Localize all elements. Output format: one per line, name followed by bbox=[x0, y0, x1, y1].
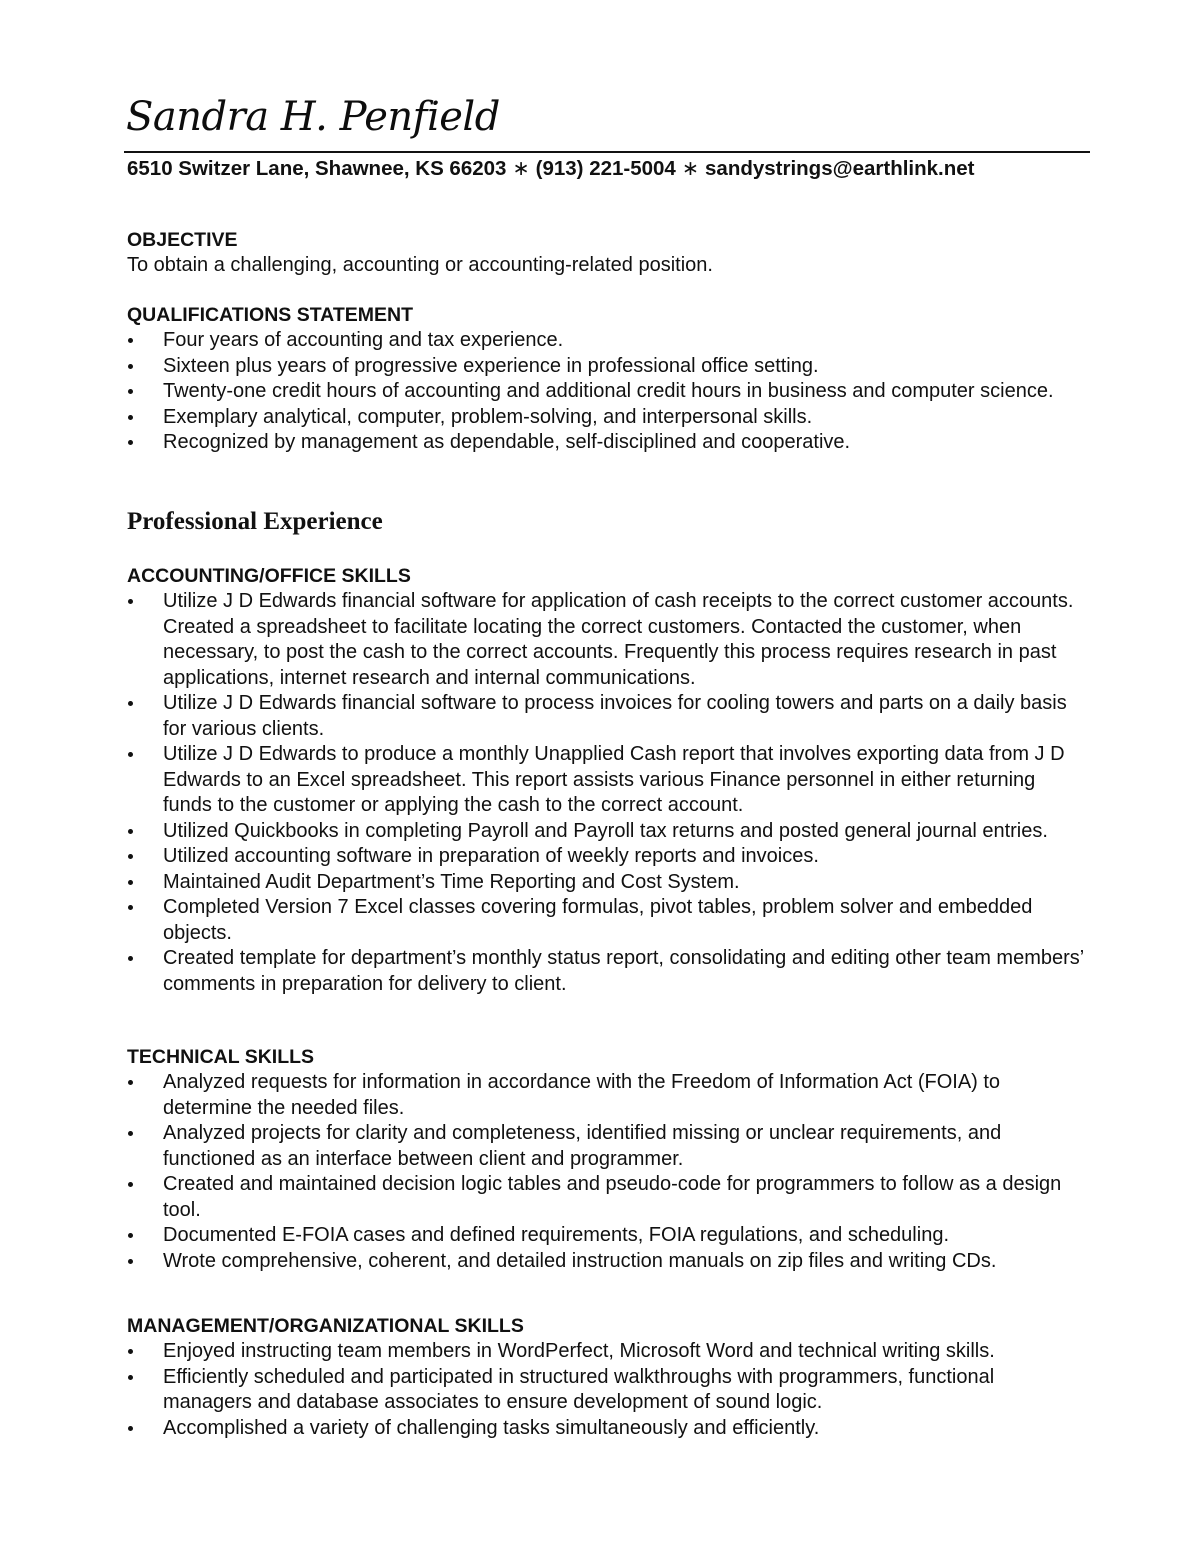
accounting-list bbox=[127, 589, 1087, 997]
list-item bbox=[127, 870, 1087, 896]
contact-email: sandystrings@earthlink.net bbox=[705, 157, 975, 180]
contact-phone: (913) 221-5004 bbox=[535, 157, 676, 180]
list-item bbox=[127, 328, 1087, 354]
bullet-icon bbox=[128, 440, 133, 445]
list-item-text: Recognized by management as dependable, self-disciplined and cooperative. bbox=[163, 431, 851, 453]
list-item-text: Analyzed requests for information in accordance with the Freedom of Information Act (FOIA) to determine the needed files. bbox=[163, 1071, 1001, 1119]
bullet-icon bbox=[128, 1375, 133, 1380]
bullet-icon bbox=[128, 854, 133, 859]
list-item bbox=[127, 1121, 1087, 1172]
bullet-icon bbox=[128, 1080, 133, 1085]
list-item bbox=[127, 1172, 1087, 1223]
bullet-icon bbox=[128, 1349, 133, 1354]
bullet-icon bbox=[128, 701, 133, 706]
accounting-section bbox=[127, 563, 1087, 997]
list-item bbox=[127, 354, 1087, 380]
list-item-text: Utilized accounting software in preparation of weekly reports and invoices. bbox=[163, 845, 819, 867]
list-item-text: Exemplary analytical, computer, problem-solving, and interpersonal skills. bbox=[163, 405, 813, 428]
list-item-text: Utilize J D Edwards financial software to process invoices for cooling towers and parts on a daily basis for various clients. bbox=[163, 692, 1067, 740]
list-item-text: Utilize J D Edwards to produce a monthly Unapplied Cash report that involves exporting data from J D Edwards to an Excel spreadsheet. This report assists various Finance personnel in either returning funds to the customer or applying the cash to the correct account. bbox=[163, 743, 1065, 816]
qualifications-section bbox=[127, 302, 1087, 456]
list-item bbox=[127, 1339, 1087, 1365]
list-item-text: Twenty-one credit hours of accounting and additional credit hours in business and computer science. bbox=[163, 380, 1054, 402]
list-item bbox=[127, 405, 1087, 431]
bullet-icon bbox=[128, 338, 133, 343]
list-item bbox=[127, 430, 1087, 456]
list-item-text: Wrote comprehensive, coherent, and detailed instruction manuals on zip files and writing CDs. bbox=[163, 1249, 997, 1272]
management-heading: MANAGEMENT/ORGANIZATIONAL SKILLS bbox=[127, 1315, 524, 1337]
bullet-icon bbox=[128, 956, 133, 961]
qualifications-heading: QUALIFICATIONS STATEMENT bbox=[127, 304, 413, 326]
list-item bbox=[127, 1070, 1087, 1121]
objective-text: To obtain a challenging, accounting or accounting-related position. bbox=[127, 254, 713, 276]
technical-list bbox=[127, 1070, 1087, 1274]
contact-separator: ∗ bbox=[681, 157, 700, 180]
list-item bbox=[127, 1365, 1087, 1416]
bullet-icon bbox=[128, 389, 133, 394]
list-item bbox=[127, 691, 1087, 742]
list-item bbox=[127, 1416, 1087, 1442]
list-item bbox=[127, 1223, 1087, 1249]
bullet-icon bbox=[128, 905, 133, 910]
bullet-icon bbox=[128, 1131, 133, 1136]
list-item bbox=[127, 895, 1087, 946]
bullet-icon bbox=[128, 1259, 133, 1264]
list-item-text: Completed Version 7 Excel classes covering formulas, pivot tables, problem solver and embedded objects. bbox=[163, 896, 1033, 944]
bullet-icon bbox=[128, 880, 133, 885]
resume-name: Sandra H. Penfield bbox=[126, 94, 500, 140]
objective-section bbox=[127, 227, 1087, 279]
contact-separator: ∗ bbox=[512, 157, 530, 180]
list-item bbox=[127, 379, 1087, 405]
technical-heading: TECHNICAL SKILLS bbox=[127, 1046, 315, 1068]
list-item-text: Four years of accounting and tax experience. bbox=[163, 329, 564, 351]
list-item-text: Created and maintained decision logic tables and pseudo-code for programmers to follow as a design tool. bbox=[163, 1173, 1062, 1221]
list-item-text: Efficiently scheduled and participated in structured walkthroughs with programmers, functional managers and database associates to ensure development of sound logic. bbox=[163, 1365, 995, 1413]
accounting-heading: ACCOUNTING/OFFICE SKILLS bbox=[127, 565, 411, 587]
management-list bbox=[127, 1339, 1087, 1441]
list-item-text: Accomplished a variety of challenging tasks simultaneously and efficiently. bbox=[163, 1416, 820, 1439]
list-item bbox=[127, 742, 1087, 819]
experience-section bbox=[127, 506, 1087, 538]
list-item-text: Analyzed projects for clarity and completeness, identified missing or unclear requirements, and functioned as an interface between client and programmer. bbox=[163, 1122, 1002, 1170]
list-item bbox=[127, 1249, 1087, 1275]
bullet-icon bbox=[128, 599, 133, 604]
bullet-icon bbox=[128, 364, 133, 369]
bullet-icon bbox=[128, 752, 133, 757]
management-section bbox=[127, 1313, 1087, 1441]
list-item-text: Utilize J D Edwards financial software for application of cash receipts to the correct customer accounts. Created a spreadsheet to facilitate locating the correct customers. Contacted the customer, when necessary, to post the cash to the correct accounts. Frequently this process requires research in past applications, internet research and internal communications. bbox=[163, 590, 1074, 689]
list-item-text: Documented E-FOIA cases and defined requirements, FOIA regulations, and scheduling. bbox=[163, 1224, 949, 1246]
list-item bbox=[127, 844, 1087, 870]
bullet-icon bbox=[128, 829, 133, 834]
list-item bbox=[127, 946, 1087, 997]
list-item-text: Created template for department’s monthly status report, consolidating and editing other team members’ comments in preparation for delivery to client. bbox=[163, 947, 1084, 995]
bullet-icon bbox=[128, 415, 133, 420]
list-item bbox=[127, 819, 1087, 845]
objective-heading: OBJECTIVE bbox=[127, 229, 238, 251]
header-rule bbox=[124, 151, 1090, 153]
list-item-text: Utilized Quickbooks in completing Payroll and Payroll tax returns and posted general journal entries. bbox=[163, 819, 1048, 842]
list-item-text: Enjoyed instructing team members in WordPerfect, Microsoft Word and technical writing skills. bbox=[163, 1340, 995, 1362]
bullet-icon bbox=[128, 1233, 133, 1238]
qualifications-list bbox=[127, 328, 1087, 456]
contact-line bbox=[127, 156, 975, 181]
list-item bbox=[127, 589, 1087, 691]
list-item-text: Sixteen plus years of progressive experience in professional office setting. bbox=[163, 354, 819, 377]
contact-address: 6510 Switzer Lane, Shawnee, KS 66203 bbox=[127, 157, 507, 180]
bullet-icon bbox=[128, 1426, 133, 1431]
list-item-text: Maintained Audit Department’s Time Reporting and Cost System. bbox=[163, 870, 740, 893]
experience-title: Professional Experience bbox=[127, 508, 383, 535]
technical-section bbox=[127, 1044, 1087, 1274]
bullet-icon bbox=[128, 1182, 133, 1187]
